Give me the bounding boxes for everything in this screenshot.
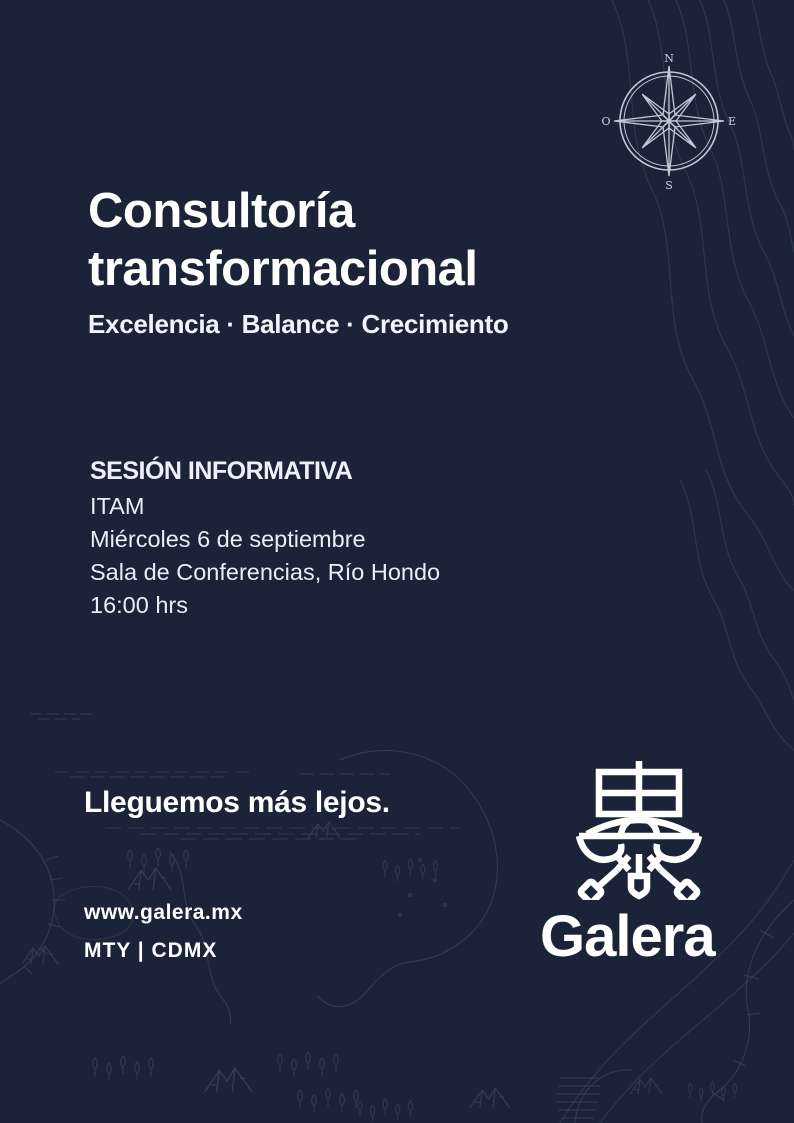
compass-rose-icon (596, 46, 742, 196)
session-line-venue: Sala de Conferencias, Río Hondo (90, 559, 441, 585)
title-line-1: Consultoría (88, 184, 355, 238)
website-text: www.galera.mx (84, 901, 243, 924)
compass-north-label: N (664, 52, 674, 65)
poster-title (88, 182, 478, 298)
session-info-block (90, 456, 440, 622)
compass-west-label: O (601, 115, 611, 128)
title-line-2: transformacional (88, 242, 478, 296)
tagline: Lleguemos más lejos. (84, 786, 390, 819)
compass-south-label: S (665, 179, 673, 192)
session-line-institution: ITAM (90, 493, 145, 519)
session-line-date: Miércoles 6 de septiembre (90, 526, 366, 552)
locations-text: MTY | CDMX (84, 939, 218, 962)
brand-wordmark: Galera (540, 904, 715, 969)
galera-ship-logo-icon (572, 758, 706, 900)
compass-east-label: E (727, 115, 737, 128)
poster-subtitle: Excelencia · Balance · Crecimiento (88, 309, 509, 339)
session-heading: SESIÓN INFORMATIVA (90, 457, 353, 485)
session-line-time: 16:00 hrs (90, 592, 188, 618)
